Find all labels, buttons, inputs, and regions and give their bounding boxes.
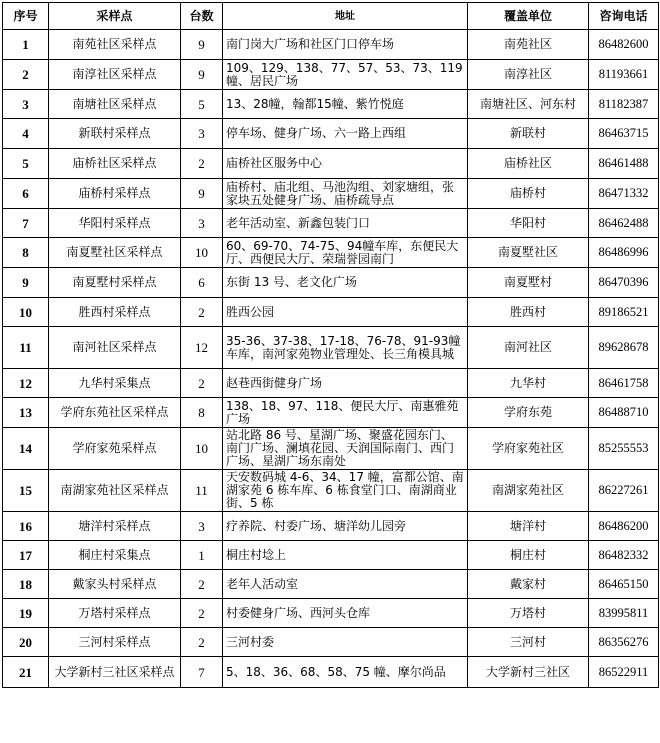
header-unit: 覆盖单位 (468, 3, 589, 30)
header-no: 序号 (3, 3, 49, 30)
table-row (3, 209, 659, 238)
cell-phone: 86470396 (589, 268, 659, 298)
cell-count: 10 (181, 238, 223, 268)
cell-no: 6 (3, 179, 49, 209)
table-body (3, 30, 659, 688)
cell-site: 胜西村采样点 (49, 298, 181, 327)
cell-phone: 86471332 (589, 179, 659, 209)
header-site: 采样点 (49, 3, 181, 30)
cell-address: 庙桥村、庙北组、马池沟组、刘家塘组，张家块五处健身广场、庙桥疏导点 (223, 179, 468, 209)
cell-no: 15 (3, 470, 49, 512)
table-row (3, 599, 659, 628)
cell-unit: 南苑社区 (468, 30, 589, 60)
cell-no: 16 (3, 512, 49, 541)
cell-no: 17 (3, 541, 49, 570)
cell-unit: 华阳村 (468, 209, 589, 238)
cell-phone: 86463715 (589, 119, 659, 149)
table-row (3, 149, 659, 179)
cell-address: 138、18、97、118、便民大厅、南惠雅苑广场 (223, 398, 468, 428)
cell-site: 戴家头村采样点 (49, 570, 181, 599)
cell-count: 1 (181, 541, 223, 570)
table-row (3, 470, 659, 512)
header-phone: 咨询电话 (589, 3, 659, 30)
cell-address: 东街 13 号、老文化广场 (223, 268, 468, 298)
cell-site: 南苑社区采样点 (49, 30, 181, 60)
cell-no: 11 (3, 327, 49, 369)
cell-count: 2 (181, 298, 223, 327)
cell-address: 109、129、138、77、57、53、73、119幢、居民广场 (223, 60, 468, 90)
cell-phone: 86356276 (589, 628, 659, 657)
table-row (3, 298, 659, 327)
table-row (3, 369, 659, 398)
cell-count: 2 (181, 149, 223, 179)
cell-phone: 86482600 (589, 30, 659, 60)
cell-address: 13、28幢，翰都15幢、紫竹悦庭 (223, 90, 468, 119)
cell-no: 7 (3, 209, 49, 238)
table-row (3, 657, 659, 688)
cell-phone: 86486996 (589, 238, 659, 268)
cell-phone: 86227261 (589, 470, 659, 512)
cell-site: 新联村采样点 (49, 119, 181, 149)
table-row (3, 238, 659, 268)
cell-count: 2 (181, 369, 223, 398)
cell-count: 11 (181, 470, 223, 512)
cell-no: 18 (3, 570, 49, 599)
header-count: 台数 (181, 3, 223, 30)
page (2, 2, 658, 688)
cell-unit: 桐庄村 (468, 541, 589, 570)
cell-no: 2 (3, 60, 49, 90)
table-row (3, 570, 659, 599)
table-row (3, 398, 659, 428)
cell-phone: 81182387 (589, 90, 659, 119)
cell-no: 5 (3, 149, 49, 179)
cell-unit: 南夏墅村 (468, 268, 589, 298)
cell-address: 胜西公园 (223, 298, 468, 327)
sampling-sites-table (2, 2, 659, 688)
cell-address: 停车场、健身广场、六一路上西组 (223, 119, 468, 149)
cell-no: 8 (3, 238, 49, 268)
cell-address: 60、69-70、74-75、94幢车库，东便民大厅、西便民大厅、荣瑞誉园南门 (223, 238, 468, 268)
header-row (3, 3, 659, 30)
cell-phone: 86486200 (589, 512, 659, 541)
cell-count: 8 (181, 398, 223, 428)
cell-count: 2 (181, 628, 223, 657)
cell-site: 南淳社区采样点 (49, 60, 181, 90)
cell-no: 21 (3, 657, 49, 688)
cell-site: 南湖家苑社区采样点 (49, 470, 181, 512)
cell-address: 疗养院、村委广场、塘洋幼儿园旁 (223, 512, 468, 541)
cell-phone: 86462488 (589, 209, 659, 238)
table-row (3, 541, 659, 570)
table-row (3, 327, 659, 369)
cell-phone: 86461488 (589, 149, 659, 179)
cell-site: 大学新村三社区采样点 (49, 657, 181, 688)
cell-unit: 庙桥社区 (468, 149, 589, 179)
cell-count: 6 (181, 268, 223, 298)
cell-phone: 89186521 (589, 298, 659, 327)
cell-address: 三河村委 (223, 628, 468, 657)
cell-unit: 庙桥村 (468, 179, 589, 209)
cell-count: 9 (181, 60, 223, 90)
cell-address: 5、18、36、68、58、75 幢、摩尔尚品 (223, 657, 468, 688)
table-row (3, 628, 659, 657)
cell-unit: 学府家苑社区 (468, 428, 589, 470)
cell-unit: 新联村 (468, 119, 589, 149)
cell-no: 10 (3, 298, 49, 327)
cell-site: 华阳村采样点 (49, 209, 181, 238)
cell-phone: 85255553 (589, 428, 659, 470)
cell-address: 桐庄村埝上 (223, 541, 468, 570)
cell-no: 3 (3, 90, 49, 119)
cell-unit: 三河村 (468, 628, 589, 657)
cell-site: 桐庄村采集点 (49, 541, 181, 570)
cell-site: 南河社区采样点 (49, 327, 181, 369)
table-row (3, 60, 659, 90)
header-address: 地址 (223, 3, 468, 30)
cell-site: 学府家苑采样点 (49, 428, 181, 470)
table-row (3, 428, 659, 470)
cell-count: 12 (181, 327, 223, 369)
table-row (3, 30, 659, 60)
table-row (3, 179, 659, 209)
cell-no: 12 (3, 369, 49, 398)
cell-address: 站北路 86 号、星湖广场、聚盛花园东门、南门广场、澜填花园、天润国际南门、西门广场、星湖广场东南处 (223, 428, 468, 470)
cell-count: 9 (181, 30, 223, 60)
cell-unit: 万塔村 (468, 599, 589, 628)
table-row (3, 268, 659, 298)
cell-unit: 学府东苑 (468, 398, 589, 428)
cell-phone: 86465150 (589, 570, 659, 599)
cell-site: 南夏墅村采样点 (49, 268, 181, 298)
cell-unit: 塘洋村 (468, 512, 589, 541)
table-row (3, 90, 659, 119)
cell-count: 2 (181, 570, 223, 599)
cell-count: 7 (181, 657, 223, 688)
cell-site: 九华村采集点 (49, 369, 181, 398)
cell-address: 村委健身广场、西河头仓库 (223, 599, 468, 628)
cell-no: 19 (3, 599, 49, 628)
cell-address: 老年活动室、新鑫包装门口 (223, 209, 468, 238)
cell-address: 35-36、37-38、17-18、76-78、91-93幢车库，南河家苑物业管理处、长三角模具城 (223, 327, 468, 369)
cell-unit: 戴家村 (468, 570, 589, 599)
cell-phone: 86461758 (589, 369, 659, 398)
cell-site: 南夏墅社区采样点 (49, 238, 181, 268)
cell-site: 南塘社区采样点 (49, 90, 181, 119)
cell-unit: 胜西村 (468, 298, 589, 327)
cell-phone: 86488710 (589, 398, 659, 428)
cell-no: 1 (3, 30, 49, 60)
cell-phone: 81193661 (589, 60, 659, 90)
table-row (3, 512, 659, 541)
cell-unit: 南塘社区、河东村 (468, 90, 589, 119)
cell-site: 万塔村采样点 (49, 599, 181, 628)
cell-count: 3 (181, 209, 223, 238)
cell-unit: 九华村 (468, 369, 589, 398)
cell-unit: 大学新村三社区 (468, 657, 589, 688)
cell-site: 塘洋村采样点 (49, 512, 181, 541)
cell-phone: 86482332 (589, 541, 659, 570)
cell-unit: 南淳社区 (468, 60, 589, 90)
cell-no: 13 (3, 398, 49, 428)
cell-site: 学府东苑社区采样点 (49, 398, 181, 428)
cell-unit: 南夏墅社区 (468, 238, 589, 268)
cell-address: 庙桥社区服务中心 (223, 149, 468, 179)
cell-phone: 89628678 (589, 327, 659, 369)
cell-address: 南门岗大广场和社区门口停车场 (223, 30, 468, 60)
cell-site: 庙桥村采样点 (49, 179, 181, 209)
cell-count: 5 (181, 90, 223, 119)
cell-no: 20 (3, 628, 49, 657)
cell-no: 4 (3, 119, 49, 149)
cell-no: 9 (3, 268, 49, 298)
cell-site: 庙桥社区采样点 (49, 149, 181, 179)
cell-address: 赵巷西街健身广场 (223, 369, 468, 398)
cell-site: 三河村采样点 (49, 628, 181, 657)
cell-count: 2 (181, 599, 223, 628)
cell-address: 老年人活动室 (223, 570, 468, 599)
cell-count: 10 (181, 428, 223, 470)
cell-phone: 86522911 (589, 657, 659, 688)
cell-phone: 83995811 (589, 599, 659, 628)
table-row (3, 119, 659, 149)
cell-no: 14 (3, 428, 49, 470)
cell-unit: 南湖家苑社区 (468, 470, 589, 512)
cell-count: 3 (181, 119, 223, 149)
cell-count: 3 (181, 512, 223, 541)
cell-unit: 南河社区 (468, 327, 589, 369)
cell-count: 9 (181, 179, 223, 209)
cell-address: 天安数码城 4-6、34、17 幢，富都公馆、南湖家苑 6 栋车库、6 栋食堂门口、南湖商业街、5 栋 (223, 470, 468, 512)
